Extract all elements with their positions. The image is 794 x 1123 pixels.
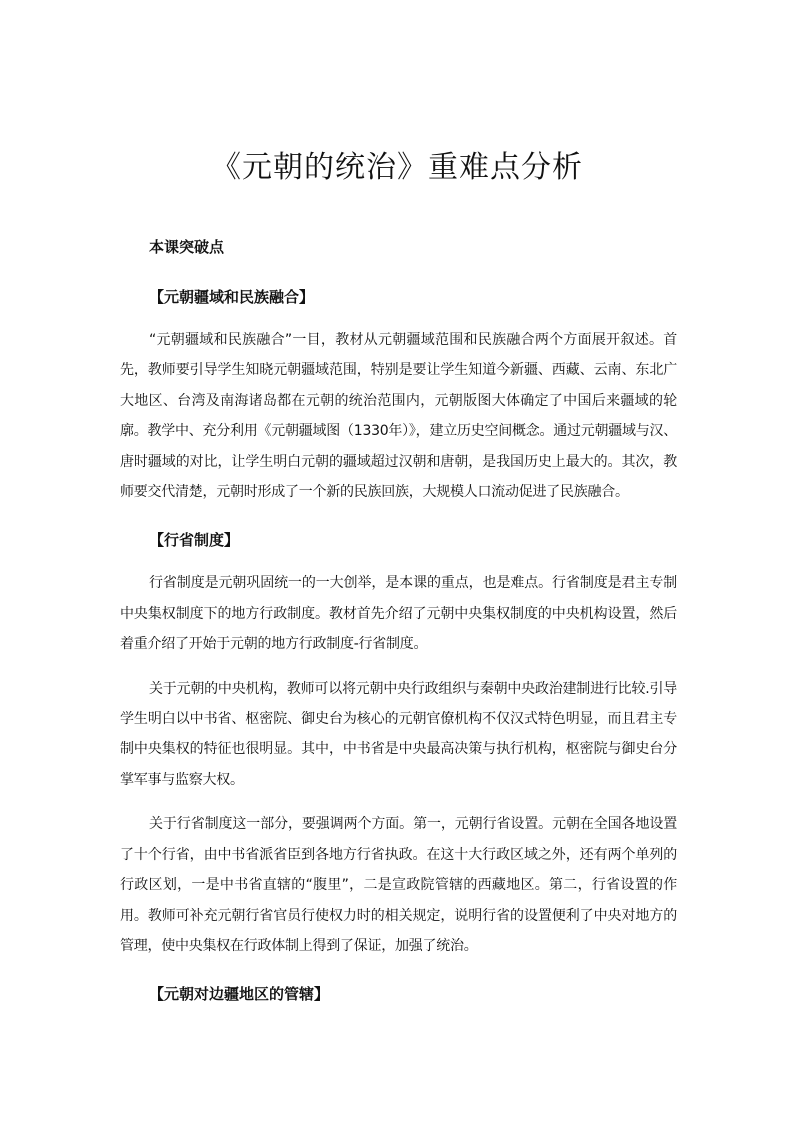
focus-heading: 本课突破点 — [149, 238, 225, 256]
section-heading-province-system: 【行省制度】 — [149, 531, 240, 550]
section-heading-territory: 【元朝疆域和民族融合】 — [149, 288, 315, 306]
section-province-paragraph-1: 行省制度是元朝巩固统一的一大创举，是本课的重点，也是难点。行省制度是君主专制中央集权制度下的地方行政制度。教材首先介绍了元朝中央集权制度的中央机构设置，然后着重介绍了开始于元朝的地方行政制度-行省制度。 — [120, 575, 677, 653]
page-title: 《元朝的统治》重难点分析 — [211, 150, 583, 186]
section-province-paragraph-2: 关于元朝的中央机构，教师可以将元朝中央行政组织与秦朝中央政治建制进行比较.引导学生明白以中书省、枢密院、御史台为核心的元朝官僚机构不仅汉式特色明显，而且君主专制中央集权的特征也很明显。其中，中书省是中央最高决策与执行机构，枢密院与御史台分掌军事与监察大权。 — [120, 680, 677, 788]
document-body — [120, 234, 677, 1022]
section-heading-frontier: 【元朝对边疆地区的管辖】 — [149, 985, 330, 1004]
section-territory-paragraph: “元朝疆域和民族融合”一目，教材从元朝疆域范围和民族融合两个方面展开叙述。首先，教师要引导学生知晓元朝疆域范围，特别是要让学生知道今新疆、西藏、云南、东北广大地区、台湾及南海诸岛都在元朝的统治范围内，元朝版图大体确定了中国后来疆域的轮廓。教学中、充分利用《元朝疆域图（1330年）》，建立历史空间概念。通过元朝疆域与汉、唐时疆域的对比，让学生明白元朝的疆域超过汉朝和唐朝，是我国历史上最大的。其次，教师要交代清楚，元朝时形成了一个新的民族回族，大规模人口流动促进了民族融合。 — [120, 332, 677, 501]
section-province-paragraph-3: 关于行省制度这一部分，要强调两个方面。第一，元朝行省设置。元朝在全国各地设置了十个行省，由中书省派省臣到各地方行省执政。在这十大行政区域之外，还有两个单列的行政区划，一是中书省直辖的“腹里”，二是宣政院管辖的西藏地区。第二，行省设置的作用。教师可补充元朝行省官员行使权力时的相关规定，说明行省的设置便利了中央对地方的管理，使中央集权在行政体制上得到了保证，加强了统治。 — [120, 816, 677, 954]
